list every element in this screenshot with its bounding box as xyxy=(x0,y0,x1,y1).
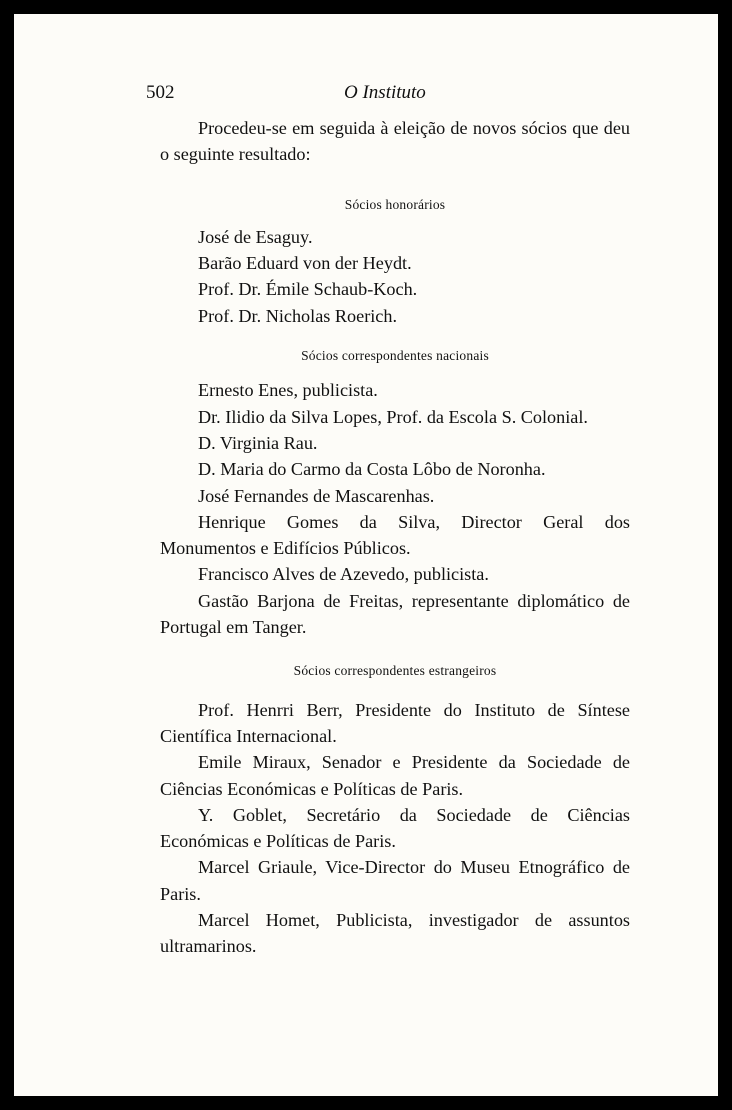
list-item: Henrique Gomes da Silva, Director Geral dos Monumentos e Edifícios Públicos. xyxy=(160,511,630,559)
list-item: Y. Goblet, Secretário da Sociedade de Ciências Económicas e Políticas de Paris. xyxy=(160,804,630,852)
section-heading-estrangeiros: Sócios correspondentes estrangeiros xyxy=(293,663,497,679)
list-item: Dr. Ilidio da Silva Lopes, Prof. da Escola S. Colonial. xyxy=(198,406,588,427)
list-item: D. Maria do Carmo da Costa Lôbo de Noronha. xyxy=(198,459,546,480)
list-item: Barão Eduard von der Heydt. xyxy=(198,253,412,274)
nacionais-list xyxy=(160,377,630,640)
list-item: José de Esaguy. xyxy=(198,226,313,247)
section-heading-nacionais: Sócios correspondentes nacionais xyxy=(301,348,489,364)
list-item: Gastão Barjona de Freitas, representante diplomático de Portugal em Tanger. xyxy=(160,590,630,638)
list-item: Marcel Griaule, Vice-Director do Museu Etnográfico de Paris. xyxy=(160,857,630,904)
running-title: O Instituto xyxy=(344,82,426,103)
list-item: Francisco Alves de Azevedo, publicista. xyxy=(198,564,489,585)
list-item: Prof. Dr. Nicholas Roerich. xyxy=(198,305,398,326)
list-item: Ernesto Enes, publicista. xyxy=(198,380,378,401)
estrangeiros-list xyxy=(160,697,630,960)
page-header xyxy=(14,82,718,112)
page-number: 502 xyxy=(146,82,175,103)
list-item: Prof. Henrri Berr, Presidente do Instituto de Síntese Científica Internacional. xyxy=(160,699,630,746)
page-body xyxy=(160,115,630,960)
section-heading-honorarios: Sócios honorários xyxy=(344,196,446,212)
intro-paragraph: Procedeu-se em seguida à eleição de novos sócios que deu o seguinte resultado: xyxy=(160,118,630,165)
honorarios-list xyxy=(160,224,630,329)
list-item: Marcel Homet, Publicista, investigador de assuntos ultramarinos. xyxy=(160,910,630,957)
list-item: D. Virginia Rau. xyxy=(198,432,318,453)
list-item: Emile Miraux, Senador e Presidente da Sociedade de Ciências Económicas e Políticas de Paris. xyxy=(160,752,630,799)
list-item: José Fernandes de Mascarenhas. xyxy=(198,485,435,506)
book-page xyxy=(14,14,718,1096)
list-item: Prof. Dr. Émile Schaub-Koch. xyxy=(198,279,418,300)
